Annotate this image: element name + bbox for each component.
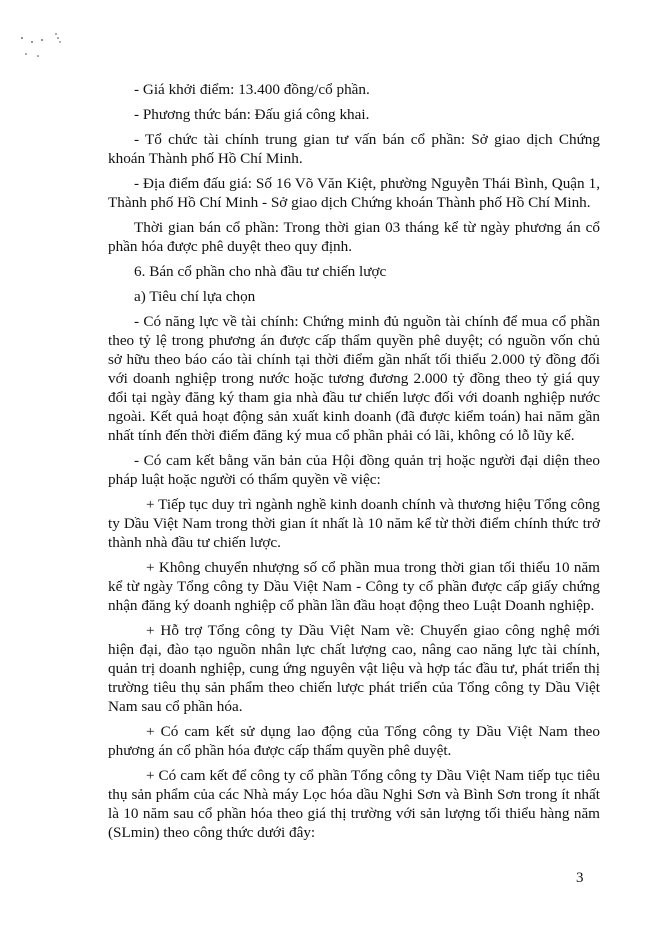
paragraph-financial-capacity: - Có năng lực về tài chính: Chứng minh đủ nguồn tài chính để mua cổ phần theo tỷ lệ trong phương án được cấp thẩm quyền phê duyệt; có nguồn vốn chủ sở hữu theo báo cáo tài chính tại thời điểm gần nhất tối thiểu 2.000 tỷ đồng đối với doanh nghiệp trong nước hoặc tương đương 2.000 tỷ đồng theo tỷ giá quy đổi tại ngày đăng ký tham gia nhà đầu tư chiến lược đối với doanh nghiệp nước ngoài. Kết quả hoạt động sản xuất kinh doanh (đã được kiểm toán) hai năm gần nhất tính đến thời điểm đăng ký mua cổ phần phải có lãi, không có lỗ lũy kế. [108, 313, 600, 444]
paragraph-support: + Hỗ trợ Tổng công ty Dầu Việt Nam về: Chuyển giao công nghệ mới hiện đại, đào tạo nguồn nhân lực chất lượng cao, nâng cao năng lực tài chính, quản trị doanh nghiệp, cung ứng nguyên vật liệu và hợp tác đầu tư, phát triển thị trường tiêu thụ sản phẩm theo chiến lược phát triển của Tổng công ty Dầu Việt Nam sau cổ phần hóa. [108, 622, 600, 715]
paragraph-intermediary: - Tổ chức tài chính trung gian tư vấn bán cổ phần: Sở giao dịch Chứng khoán Thành phố Hồ Chí Minh. [108, 131, 600, 167]
document-body [108, 80, 600, 848]
paragraph-sale-time: Thời gian bán cổ phần: Trong thời gian 03 tháng kể từ ngày phương án cổ phần hóa được phê duyệt theo quy định. [108, 219, 600, 255]
page-number: 3 [576, 870, 584, 886]
paragraph-auction-location: - Địa điểm đấu giá: Số 16 Võ Văn Kiệt, phường Nguyễn Thái Bình, Quận 1, Thành phố Hồ Chí Minh - Sở giao dịch Chứng khoán Thành phố Hồ Chí Minh. [108, 175, 600, 211]
paragraph-sale-method: - Phương thức bán: Đấu giá công khai. [134, 106, 370, 123]
section-heading-strategic-investor: 6. Bán cổ phần cho nhà đầu tư chiến lược [134, 263, 387, 280]
scan-speck-marks [18, 28, 78, 68]
paragraph-written-commitment: - Có cam kết bằng văn bản của Hội đồng quản trị hoặc người đại diện theo pháp luật hoặc người có thẩm quyền về việc: [108, 452, 600, 488]
paragraph-no-transfer: + Không chuyển nhượng số cổ phần mua trong thời gian tối thiểu 10 năm kể từ ngày Tổng công ty Dầu Việt Nam - Công ty cổ phần được cấp giấy chứng nhận đăng ký doanh nghiệp cổ phần lần đầu hoạt động theo Luật Doanh nghiệp. [108, 559, 600, 614]
subsection-heading-criteria: a) Tiêu chí lựa chọn [134, 288, 256, 305]
paragraph-consumption-commitment: + Có cam kết để công ty cổ phần Tổng công ty Dầu Việt Nam tiếp tục tiêu thụ sản phẩm của các Nhà máy Lọc hóa dầu Nghi Sơn và Bình Sơn trong ít nhất là 10 năm sau cổ phần hóa theo giá thị trường với sản lượng tối thiểu hàng năm (SLmin) theo công thức dưới đây: [108, 767, 600, 841]
paragraph-labor-commitment: + Có cam kết sử dụng lao động của Tổng công ty Dầu Việt Nam theo phương án cổ phần hóa được cấp thẩm quyền phê duyệt. [108, 723, 600, 759]
paragraph-starting-price: - Giá khởi điểm: 13.400 đồng/cổ phần. [134, 81, 370, 98]
paragraph-maintain-business: + Tiếp tục duy trì ngành nghề kinh doanh chính và thương hiệu Tổng công ty Dầu Việt Nam trong thời gian ít nhất là 10 năm kể từ thời điểm chính thức trở thành nhà đầu tư chiến lược. [108, 496, 600, 551]
